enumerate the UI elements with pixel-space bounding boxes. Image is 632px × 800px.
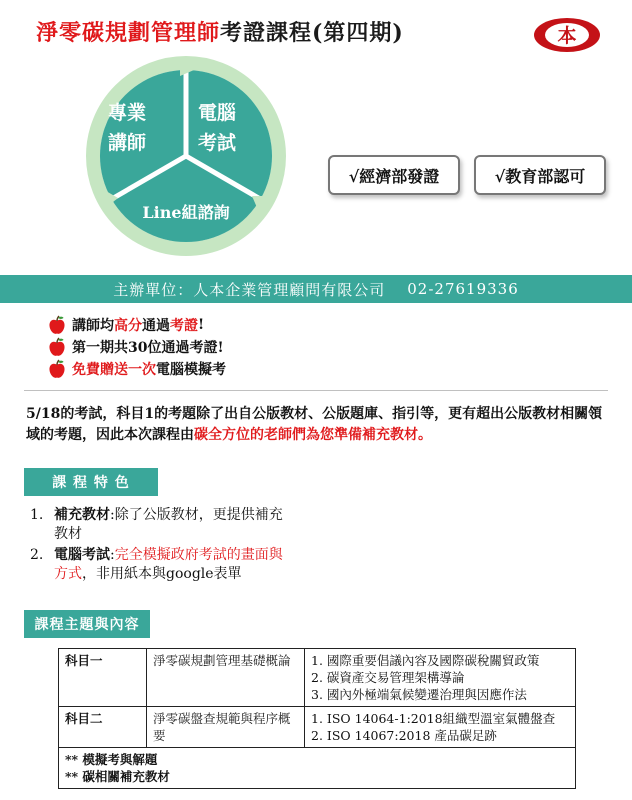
feature-head: 補充教材 xyxy=(54,507,110,523)
highlight-list xyxy=(48,314,226,380)
svg-text:本: 本 xyxy=(557,25,577,47)
feature-text: :除了公版教材，更提供補充教材 xyxy=(54,507,283,542)
features-list xyxy=(30,506,290,586)
feature-text: : xyxy=(110,547,115,563)
cycle-label: 專業 xyxy=(108,102,147,124)
cycle-label: 考試 xyxy=(198,132,237,154)
notes-cell xyxy=(59,748,576,789)
organizer-label: 主辦單位：人本企業管理顧問有限公司 xyxy=(113,280,386,299)
highlight-item xyxy=(48,336,226,358)
intro-paragraph xyxy=(26,404,616,446)
course-table xyxy=(58,648,576,789)
items-cell xyxy=(305,707,576,748)
cycle-diagram xyxy=(86,56,286,256)
highlight-item xyxy=(48,314,226,336)
organizer-bar xyxy=(0,275,632,303)
highlight-text: 通過 xyxy=(142,318,170,334)
highlight-text: 第一期共30位通過考證! xyxy=(72,340,224,356)
features-heading: 課 程 特 色 xyxy=(24,468,158,496)
cycle-label: 講師 xyxy=(108,132,147,154)
title-rest: 考證課程(第四期) xyxy=(220,20,404,46)
list-item: 1. ISO 14064-1:2018組織型溫室氣體盤查 xyxy=(311,711,556,726)
topic-cell: 淨零碳規劃管理基礎概論 xyxy=(147,649,305,707)
list-item: 3. 國內外極端氣候變遷治理與因應作法 xyxy=(311,687,527,702)
note-item: ** 碳相關補充教材 xyxy=(65,769,170,784)
content-heading: 課程主題與內容 xyxy=(24,610,150,638)
title-highlight: 淨零碳規劃管理師 xyxy=(36,20,221,46)
subject-cell: 科目一 xyxy=(59,649,147,707)
apple-icon xyxy=(48,315,66,335)
feature-head: 電腦考試 xyxy=(54,547,110,563)
list-item: 2. ISO 14067:2018 產品碳足跡 xyxy=(311,728,497,743)
intro-highlight: 碳全方位的老師們為您準備補充教材。 xyxy=(194,427,432,443)
feature-number: 2. xyxy=(30,547,44,563)
highlight-text: 高分 xyxy=(114,318,142,334)
table-row xyxy=(59,748,576,789)
feature-text-tail: ，非用紙本與google表單 xyxy=(82,566,242,582)
highlight-item xyxy=(48,358,226,380)
highlight-text: 講師均 xyxy=(72,318,114,334)
feature-item xyxy=(30,506,290,544)
cycle-segment-lecturer xyxy=(108,98,146,158)
highlight-text: 電腦模擬考 xyxy=(156,362,226,378)
feature-body xyxy=(54,506,290,544)
badge-education-ministry: √教育部認可 xyxy=(474,155,606,195)
divider xyxy=(24,390,608,391)
list-item: 1. 國際重要倡議內容及國際碳稅關貿政策 xyxy=(311,653,540,668)
feature-highlight: 完全模擬政府考試的畫面與方式 xyxy=(54,547,283,582)
cycle-segment-exam xyxy=(198,98,236,158)
apple-icon xyxy=(48,359,66,379)
cycle-label: 電腦 xyxy=(198,102,237,124)
highlight-text: 考證 xyxy=(170,318,198,334)
items-cell xyxy=(305,649,576,707)
table-row xyxy=(59,649,576,707)
feature-body xyxy=(54,546,290,584)
subject-cell: 科目二 xyxy=(59,707,147,748)
header-banner xyxy=(0,0,632,275)
organizer-phone: 02-27619336 xyxy=(407,280,519,298)
company-logo xyxy=(532,16,602,54)
highlight-text: 免費贈送一次 xyxy=(72,362,156,378)
feature-item xyxy=(30,546,290,584)
note-item: ** 模擬考與解題 xyxy=(65,752,158,767)
intro-text: 5/18的考試，科目1的考題除了出自公版教材、公版題庫、指引等，更有超出公版教材相關領域的考題，因此本次課程由 xyxy=(26,406,603,443)
highlight-text: ! xyxy=(198,317,205,333)
page-title xyxy=(36,16,404,47)
topic-cell: 淨零碳盤查規範與程序概要 xyxy=(147,707,305,748)
list-item: 2. 碳資產交易管理架構導論 xyxy=(311,670,465,685)
badge-economic-ministry: √經濟部發證 xyxy=(328,155,460,195)
apple-icon xyxy=(48,337,66,357)
table-row xyxy=(59,707,576,748)
feature-number: 1. xyxy=(30,507,44,523)
cycle-segment-line: Line組諮詢 xyxy=(142,203,230,222)
